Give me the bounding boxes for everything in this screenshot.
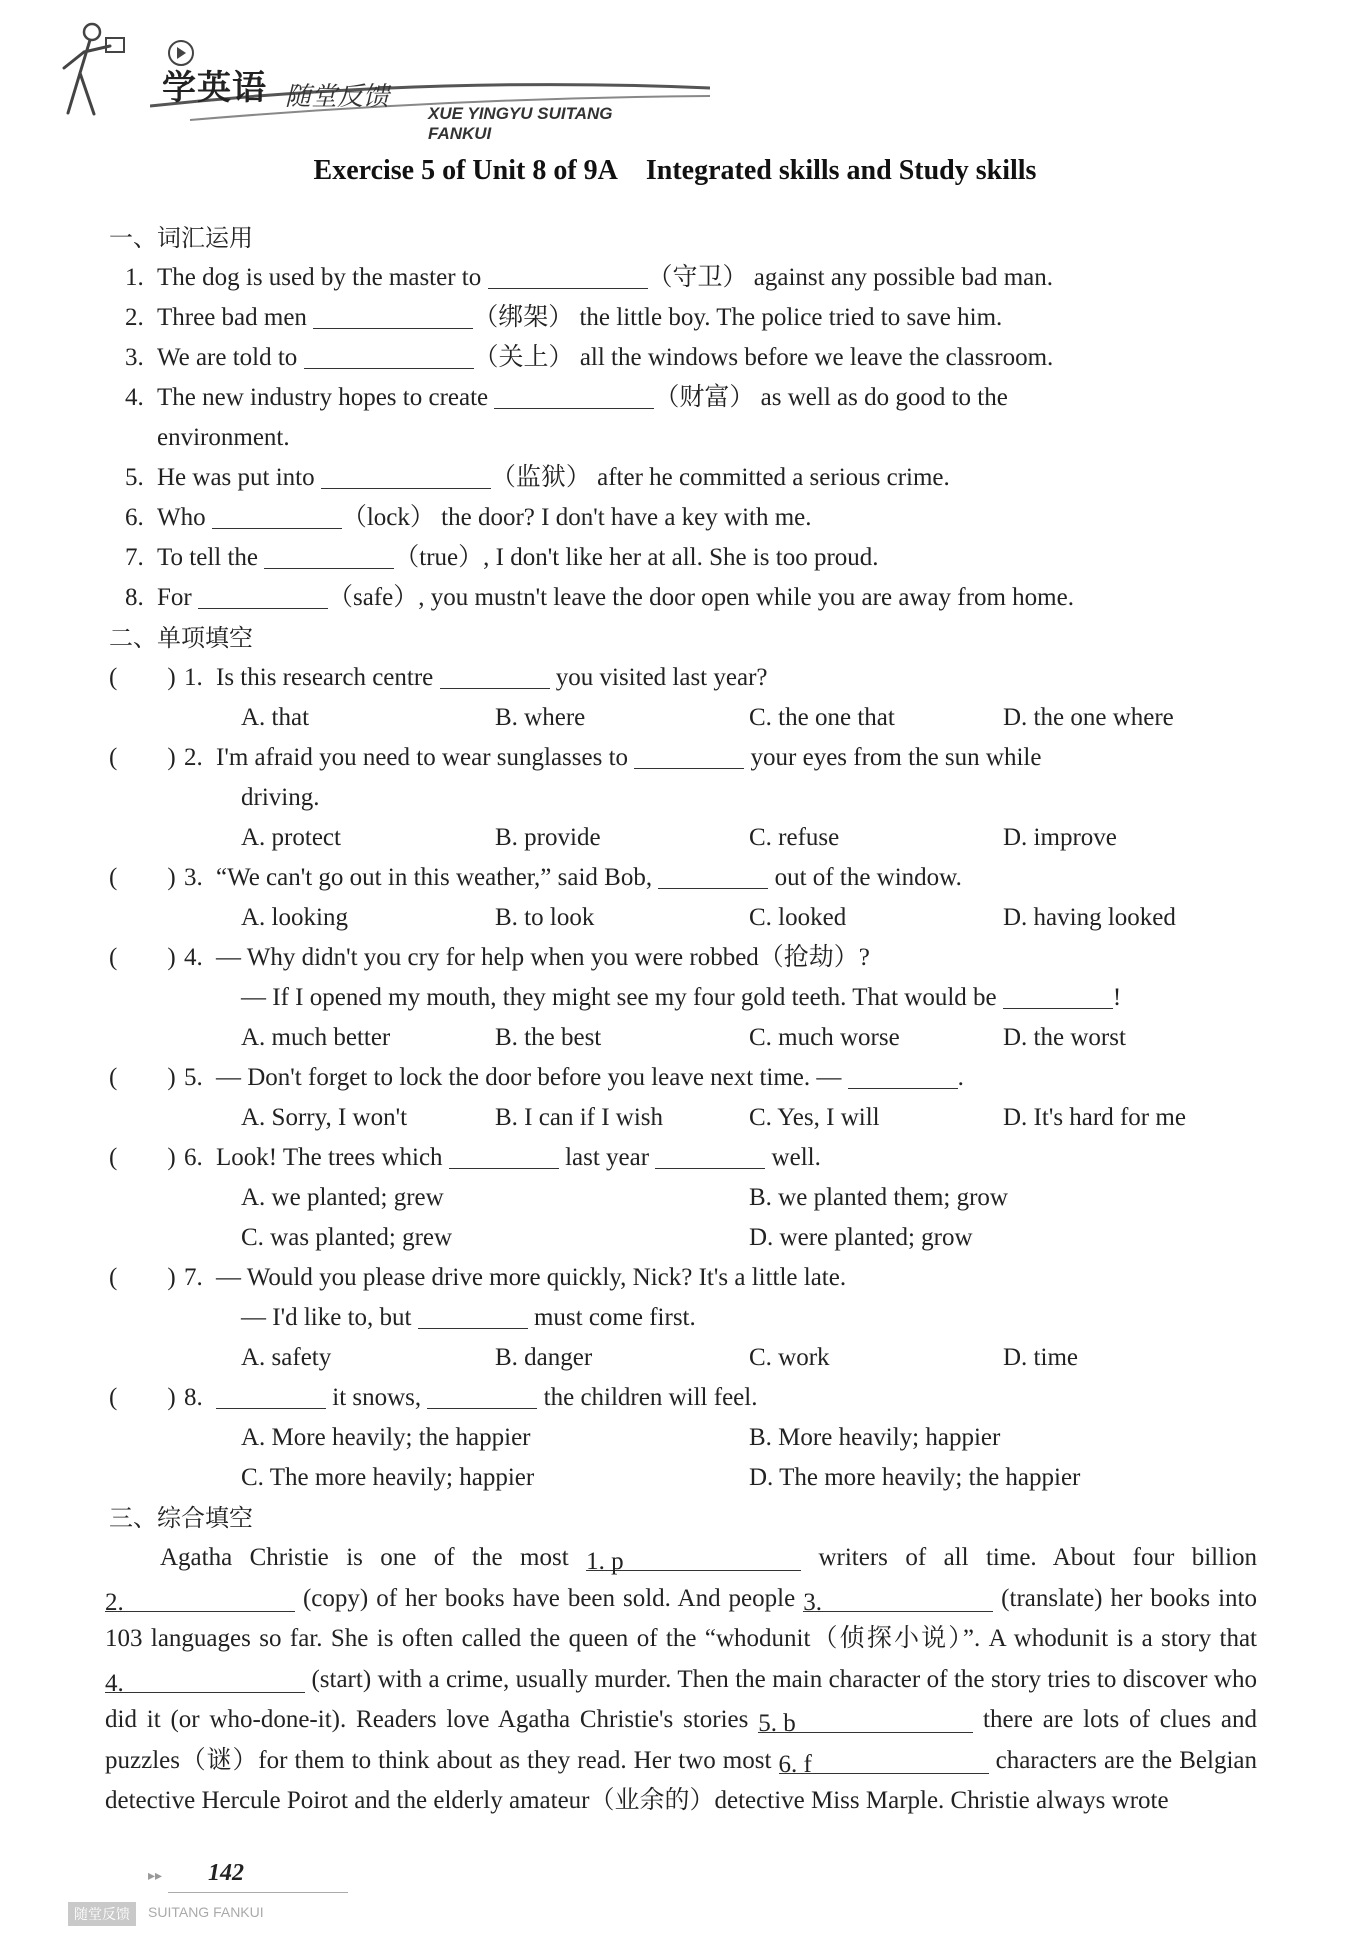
answer-blank[interactable] — [212, 502, 342, 529]
answer-blank — [427, 1382, 537, 1409]
footer-pinyin: SUITANG FANKUI — [148, 1904, 264, 1920]
footer-tag: 随堂反馈 — [68, 1902, 136, 1926]
exercise-content — [105, 218, 1257, 1822]
answer-paren[interactable]: ( ) — [109, 1264, 176, 1291]
mcq-options — [105, 818, 1257, 858]
answer-blank[interactable] — [488, 262, 648, 289]
header-logo — [50, 18, 670, 143]
option-c[interactable]: C. much worse — [749, 1024, 900, 1051]
vocab-item: 8. For （safe）, you mustn't leave the door open while you are away from home. — [125, 584, 1074, 611]
answer-blank — [848, 1062, 958, 1089]
option-d[interactable]: D. the one where — [1003, 704, 1174, 731]
mcq-options — [105, 1458, 1257, 1498]
vocab-item: 7. To tell the （true）, I don't like her at all. She is too proud. — [125, 544, 879, 571]
answer-paren[interactable]: ( ) — [109, 744, 176, 771]
logo-pinyin: XUE YINGYU SUITANG FANKUI — [428, 104, 613, 143]
mcq-question-line2: — I'd like to, but must come first. — [241, 1304, 696, 1331]
logo-chinese-title: 学英语 — [162, 68, 267, 108]
answer-blank[interactable] — [494, 382, 654, 409]
option-c[interactable]: C. refuse — [749, 824, 840, 851]
cloze-blank[interactable]: 6. f — [779, 1745, 989, 1774]
option-a[interactable]: A. safety — [241, 1344, 332, 1371]
answer-blank — [449, 1142, 559, 1169]
answer-paren[interactable]: ( ) — [109, 864, 176, 891]
page-number: 142 — [208, 1860, 244, 1886]
mcq-question: ( ) 8. it snows, the children will feel. — [105, 1378, 1257, 1418]
cloze-passage: Agatha Christie is one of the most 1. p writers of all time. About four billion 2. (copy) of her books have been sold. And people 3. (translate) her books into 103 languages so far. She is often called the queen of the “whodunit（侦探小说）”. A whodunit is a story that 4. (start) with a crime, usually murder. Then the main character of the story tries to discover who did it (or who-done-it). Readers love Agatha Christie's stories 5. b there are lots of clues and puzzles（谜）for them to think about as they read. Her two most 6. f characters are the Belgian detective Hercule Poirot and the elderly amateur（业余的）detective Miss Marple. Christie always wrote — [105, 1544, 1258, 1814]
option-d[interactable]: D. time — [1003, 1344, 1078, 1371]
footer-divider — [168, 1892, 348, 1893]
option-b[interactable]: B. where — [495, 704, 586, 731]
cloze-blank[interactable]: 5. b — [758, 1704, 973, 1733]
mcq-options — [105, 1218, 1257, 1258]
option-a[interactable]: A. we planted; grew — [241, 1184, 444, 1211]
mcq-question-continuation: driving. — [241, 784, 320, 811]
option-d[interactable]: D. The more heavily; the happier — [749, 1464, 1081, 1491]
answer-blank — [216, 1382, 326, 1409]
answer-blank — [1003, 982, 1113, 1009]
answer-paren[interactable]: ( ) — [109, 1384, 176, 1411]
vocab-item: 3. We are told to （关上） all the windows before we leave the classroom. — [125, 344, 1054, 371]
option-a[interactable]: A. much better — [241, 1024, 391, 1051]
mcq-options — [105, 1098, 1257, 1138]
option-a[interactable]: A. Sorry, I won't — [241, 1104, 408, 1131]
option-c[interactable]: C. the one that — [749, 704, 895, 731]
option-b[interactable]: B. we planted them; grow — [749, 1184, 1008, 1211]
mcq-options — [105, 1178, 1257, 1218]
option-c[interactable]: C. was planted; grew — [241, 1224, 453, 1251]
reading-figure-icon — [50, 18, 130, 123]
answer-paren[interactable]: ( ) — [109, 664, 176, 691]
cloze-blank[interactable]: 4. — [105, 1664, 305, 1693]
vocab-item-continuation: environment. — [157, 424, 290, 451]
vocab-item: 2. Three bad men （绑架） the little boy. The police tried to save him. — [125, 304, 1003, 331]
title-exercise: Exercise 5 of Unit 8 of 9A — [313, 155, 618, 186]
option-b[interactable]: B. More heavily; happier — [749, 1424, 1001, 1451]
option-b[interactable]: B. the best — [495, 1024, 602, 1051]
vocab-item: 1. The dog is used by the master to （守卫） against any possible bad man. — [125, 264, 1054, 291]
option-b[interactable]: B. I can if I wish — [495, 1104, 664, 1131]
answer-blank — [658, 862, 768, 889]
answer-blank[interactable] — [321, 462, 491, 489]
option-d[interactable]: D. It's hard for me — [1003, 1104, 1186, 1131]
mcq-question-line2: — If I opened my mouth, they might see my four gold teeth. That would be ! — [241, 984, 1122, 1011]
mcq-options — [105, 1018, 1257, 1058]
option-c[interactable]: C. Yes, I will — [749, 1104, 880, 1131]
option-c[interactable]: C. looked — [749, 904, 847, 931]
answer-blank — [440, 662, 550, 689]
option-c[interactable]: C. The more heavily; happier — [241, 1464, 535, 1491]
vocab-item: 5. He was put into （监狱） after he committed a serious crime. — [125, 464, 950, 491]
answer-blank[interactable] — [264, 542, 394, 569]
answer-paren[interactable]: ( ) — [109, 1064, 176, 1091]
answer-blank — [634, 742, 744, 769]
mcq-question: ( ) 1. Is this research centre you visited last year? — [105, 658, 1257, 698]
option-a[interactable]: A. More heavily; the happier — [241, 1424, 531, 1451]
page-footer — [68, 1860, 368, 1930]
answer-paren[interactable]: ( ) — [109, 944, 176, 971]
vocab-item: 4. The new industry hopes to create （财富） as well as do good to the — [125, 384, 1008, 411]
option-d[interactable]: D. having looked — [1003, 904, 1176, 931]
section-cloze-heading: 三、综合填空 — [109, 1504, 253, 1532]
option-a[interactable]: A. looking — [241, 904, 348, 931]
option-a[interactable]: A. that — [241, 704, 310, 731]
section-vocabulary-heading: 一、词汇运用 — [109, 224, 253, 252]
page-title — [0, 155, 1350, 187]
mcq-options — [105, 698, 1257, 738]
mcq-options — [105, 1338, 1257, 1378]
mcq-question: ( ) 5. — Don't forget to lock the door before you leave next time. — . — [105, 1058, 1257, 1098]
answer-blank[interactable] — [198, 582, 328, 609]
option-c[interactable]: C. work — [749, 1344, 830, 1371]
section-multiple-choice-heading: 二、单项填空 — [109, 624, 253, 652]
mcq-question: ( ) 3. “We can't go out in this weather,” said Bob, out of the window. — [105, 858, 1257, 898]
answer-blank — [655, 1142, 765, 1169]
answer-blank[interactable] — [313, 302, 473, 329]
title-topic: Integrated skills and Study skills — [645, 155, 1037, 186]
option-d[interactable]: D. improve — [1003, 824, 1117, 851]
answer-paren[interactable]: ( ) — [109, 1144, 176, 1171]
option-b[interactable]: B. provide — [495, 824, 601, 851]
cloze-blank[interactable]: 2. — [105, 1583, 295, 1612]
answer-blank[interactable] — [304, 342, 474, 369]
double-arrow-icon: ▸▸ — [148, 1868, 163, 1884]
mcq-question: ( ) 7. — Would you please drive more quickly, Nick? It's a little late. — [105, 1258, 1257, 1298]
mcq-question: ( ) 6. Look! The trees which last year well. — [105, 1138, 1257, 1178]
option-d[interactable]: D. the worst — [1003, 1024, 1126, 1051]
cloze-blank[interactable]: 3. — [803, 1583, 993, 1612]
mcq-question: ( ) 4. — Why didn't you cry for help when you were robbed（抢劫）? — [105, 938, 1257, 978]
mcq-question: ( ) 2. I'm afraid you need to wear sunglasses to your eyes from the sun while — [105, 738, 1257, 778]
logo-chinese-subtitle: 随堂反馈 — [285, 82, 390, 112]
answer-blank — [418, 1302, 528, 1329]
option-b[interactable]: B. danger — [495, 1344, 593, 1371]
mcq-options — [105, 1418, 1257, 1458]
option-b[interactable]: B. to look — [495, 904, 595, 931]
vocab-item: 6. Who （lock） the door? I don't have a key with me. — [125, 504, 812, 531]
option-d[interactable]: D. were planted; grow — [749, 1224, 973, 1251]
cloze-blank[interactable]: 1. p — [586, 1542, 801, 1571]
mcq-options — [105, 898, 1257, 938]
option-a[interactable]: A. protect — [241, 824, 341, 851]
